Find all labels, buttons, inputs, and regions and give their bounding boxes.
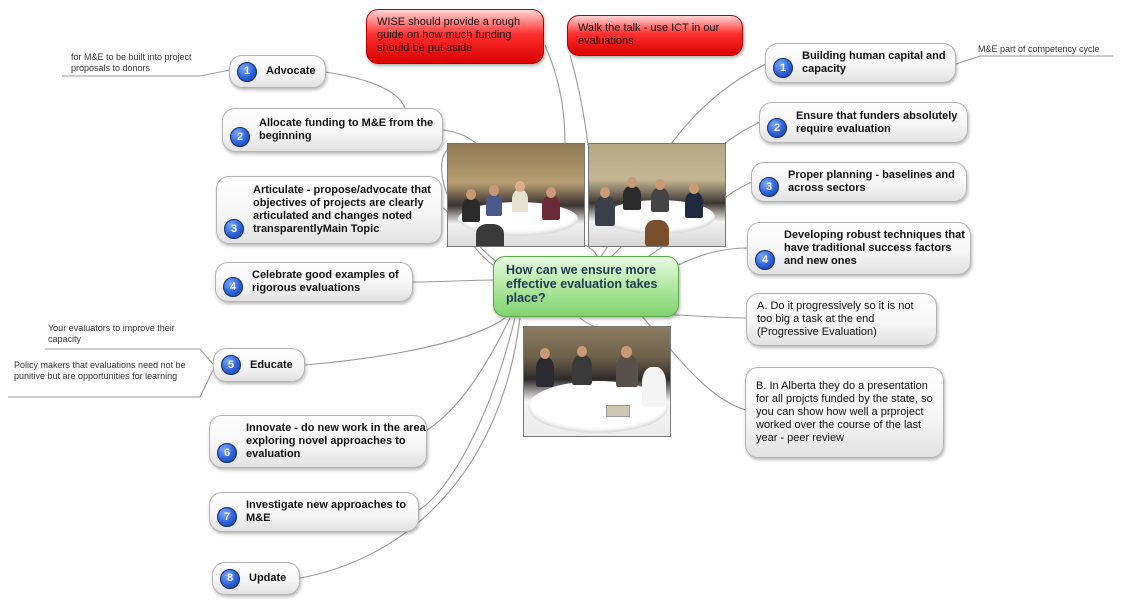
left-topic-investigate[interactable] [209,492,419,532]
topic-label: Educate [250,358,293,371]
left-topic-educate[interactable] [213,348,305,382]
topic-label: B. In Alberta they do a presentation for all projcts funded by the state, so you can show how well a prproject worked over the course of the last year - peer review [756,380,933,444]
number-badge-icon: 6 [217,443,237,463]
topic-label: Proper planning - baselines and across sectors [788,169,955,194]
topic-label: Investigate new approaches to M&E [246,499,407,524]
topic-label: Developing robust techniques that have traditional success factors and new ones [784,229,965,267]
central-topic-label: How can we ensure more effective evaluation takes place? [506,263,658,305]
right-topic-funders-require[interactable] [759,102,968,143]
meeting-photo [447,143,585,247]
number-badge-icon: 1 [237,62,257,82]
left-topic-celebrate[interactable] [215,262,413,302]
topic-label: Building human capital and capacity [802,50,946,75]
topic-label: Ensure that funders absolutely require evaluation [796,109,958,135]
number-badge-icon: 1 [773,58,793,78]
number-badge-icon: 2 [767,118,787,138]
number-badge-icon: 2 [230,127,250,147]
right-topic-human-capital[interactable] [765,43,956,83]
topic-label: Innovate - do new work in the area exploring novel approaches to evaluation [246,422,426,460]
number-badge-icon: 8 [220,569,240,589]
meeting-photo [523,326,671,437]
number-badge-icon: 4 [223,277,243,297]
number-badge-icon: 7 [217,507,237,527]
topic-label: Update [249,572,287,584]
note-educate-policy-makers: Policy makers that evaluations need not be punitive but are opportunities for learning [14,360,186,381]
topic-label: Advocate [266,65,316,77]
note-competency-cycle: M&E part of competency cycle [978,44,1100,54]
left-topic-innovate[interactable] [209,415,427,468]
left-topic-articulate[interactable] [216,176,442,244]
right-topic-robust-techniques[interactable] [747,222,971,275]
left-topic-update[interactable] [212,562,300,595]
right-topic-alberta[interactable] [745,367,944,458]
number-badge-icon: 5 [221,355,241,375]
number-badge-icon: 4 [755,250,775,270]
number-badge-icon: 3 [224,219,244,239]
red-topic-wise-funding[interactable] [366,9,544,64]
note-advocate: for M&E to be built into project proposals to donors [71,52,192,73]
note-educate-evaluators: Your evaluators to improve their capacity [48,323,175,344]
meeting-photo [588,143,726,247]
left-topic-advocate[interactable] [229,55,326,88]
right-topic-proper-planning[interactable] [751,162,967,202]
central-topic[interactable] [493,256,679,317]
topic-label: Allocate funding to M&E from the beginning [259,117,434,142]
red-topic-label: WISE should provide a rough guide on how much funding should be put aside [377,16,521,54]
right-topic-progressive[interactable] [746,293,937,346]
number-badge-icon: 3 [759,177,779,197]
red-topic-label: Walk the talk - use ICT in our evaluations [578,22,720,47]
topic-label: Articulate - propose/advocate that objectives of projects are clearly articulated and changes noted transparentlyMain Topic [253,184,431,235]
topic-label: A. Do it progressively so it is not too big a task at the end (Progressive Evaluation) [757,300,914,338]
topic-label: Celebrate good examples of rigorous evaluations [252,269,399,294]
red-topic-walk-the-talk[interactable] [567,15,743,56]
left-topic-allocate-funding[interactable] [222,108,443,152]
